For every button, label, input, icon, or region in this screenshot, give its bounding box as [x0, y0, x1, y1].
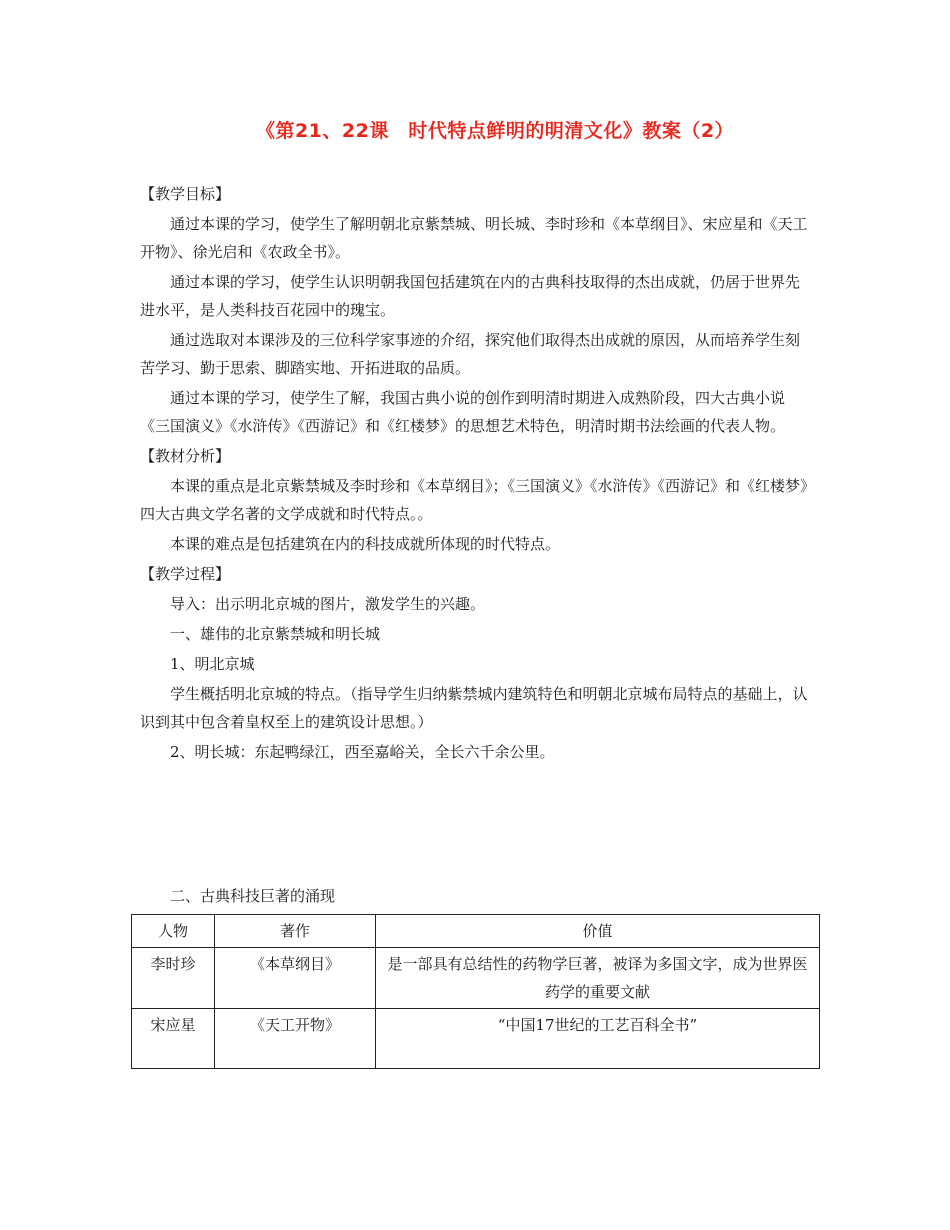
- table-cell: 宋应星: [132, 1009, 215, 1069]
- table-cell: 《本草纲目》: [215, 948, 376, 1009]
- part1-heading: 一、雄伟的北京紫禁城和明长城: [170, 625, 381, 643]
- analysis-paragraph: 本课的难点是包括建筑在内的科技成就所体现的时代特点。: [170, 535, 561, 553]
- item1-text: 学生概括明北京城的特点。（指导学生归纳紫禁城内建筑特色和明朝北京城布局特点的基础上，认识到其中包含着皇权至上的建筑设计思想。）: [140, 685, 808, 731]
- table-row: [132, 948, 820, 1009]
- table-cell: 《天工开物》: [215, 1009, 376, 1069]
- goal-paragraph: 通过本课的学习，使学生了解，我国古典小说的创作到明清时期进入成熟阶段，四大古典小说《三国演义》《水浒传》《西游记》和《红楼梦》的思想艺术特色，明清时期书法绘画的代表人物。: [140, 389, 786, 435]
- table-cell: 李时珍: [132, 948, 215, 1009]
- process-heading: 【教学过程】: [140, 565, 231, 583]
- process-intro: 导入：出示明北京城的图片，激发学生的兴趣。: [170, 595, 486, 613]
- table-row: [132, 1009, 820, 1069]
- part2-heading: 二、古典科技巨著的涌现: [170, 887, 336, 905]
- table-header-cell: 价值: [376, 915, 820, 948]
- table-cell: “中国17世纪的工艺百科全书”: [376, 1009, 820, 1069]
- item2-text: 2、明长城：东起鸭绿江，西至嘉峪关，全长六千余公里。: [170, 743, 555, 761]
- goal-paragraph: 通过选取对本课涉及的三位科学家事迹的介绍，探究他们取得杰出成就的原因，从而培养学生刻苦学习、勤于思索、脚踏实地、开拓进取的品质。: [140, 331, 801, 377]
- goal-paragraph: 通过本课的学习，使学生了解明朝北京紫禁城、明长城、李时珍和《本草纲目》、宋应星和《天工开物》、徐光启和《农政全书》。: [140, 215, 808, 261]
- table-header-cell: 人物: [132, 915, 215, 948]
- analysis-paragraph: 本课的重点是北京紫禁城及李时珍和《本草纲目》；《三国演义》《水浒传》《西游记》和《红楼梦》四大古典文学名著的文学成就和时代特点。。: [140, 477, 808, 523]
- science-works-table: [131, 914, 820, 1069]
- table-cell: 是一部具有总结性的药物学巨著，被译为多国文字，成为世界医药学的重要文献: [376, 948, 820, 1009]
- analysis-heading: 【教材分析】: [140, 447, 231, 465]
- document-title: 《第21、22课 时代特点鲜明的明清文化》教案（2）: [255, 120, 735, 142]
- goal-paragraph: 通过本课的学习，使学生认识明朝我国包括建筑在内的古典科技取得的杰出成就，仍居于世界先进水平，是人类科技百花园中的瑰宝。: [140, 273, 801, 319]
- table-header-row: [132, 915, 820, 948]
- item1-heading: 1、明北京城: [170, 655, 255, 673]
- goals-heading: 【教学目标】: [140, 185, 231, 203]
- table-header-cell: 著作: [215, 915, 376, 948]
- lesson-content: [140, 180, 812, 768]
- part2-heading-wrap: [140, 884, 812, 908]
